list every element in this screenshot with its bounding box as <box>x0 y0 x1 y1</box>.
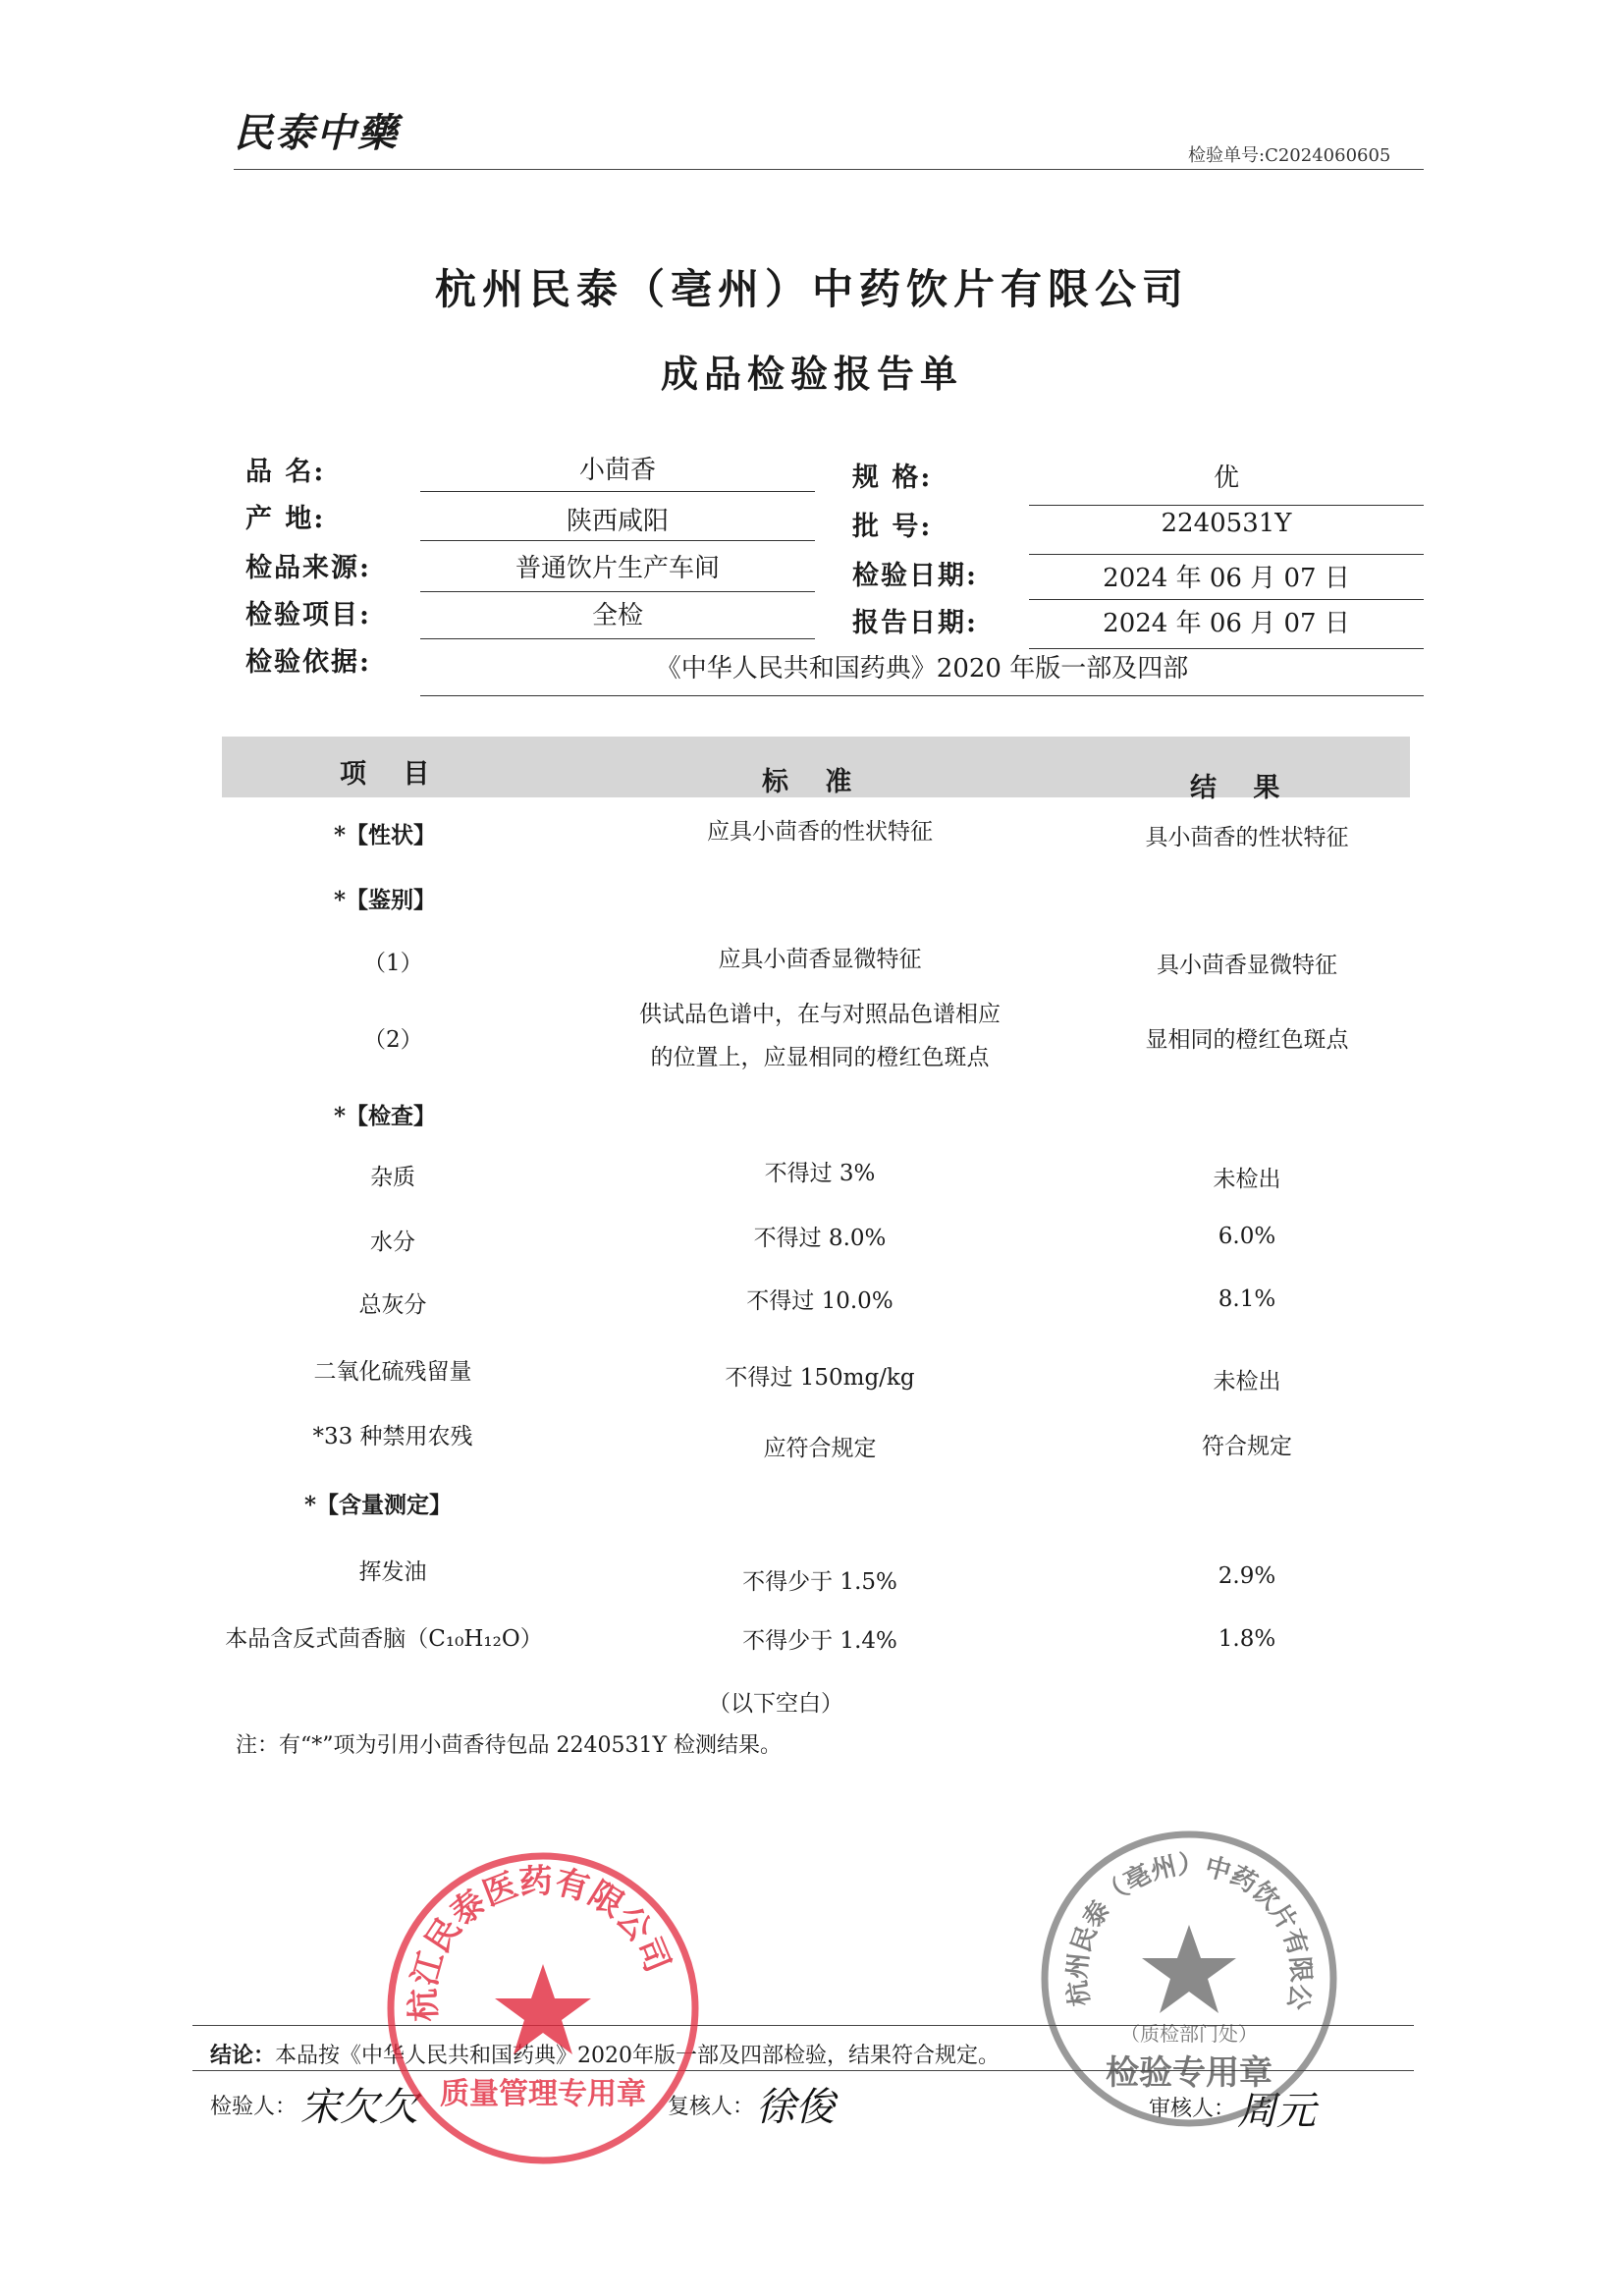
origin-label: 产 地: <box>245 504 326 534</box>
column-header-result: 结 果 <box>1190 773 1294 803</box>
header-rule <box>234 169 1424 170</box>
conclusion-text: 本品按《中华人民共和国药典》2020年版一部及四部检验，结果符合规定。 <box>275 2044 1001 2068</box>
sample-source-value: 普通饮片生产车间 <box>514 554 720 583</box>
star-icon <box>1142 1925 1236 2013</box>
report-number <box>1188 141 1390 167</box>
gray-seal-center-text: 检验专用章 <box>1106 2053 1272 2093</box>
batch-label: 批 号: <box>852 512 933 542</box>
report-number-label: 检验单号: <box>1188 145 1266 166</box>
test-date-value: 2024 年 06 月 07 日 <box>1103 564 1350 593</box>
table-row-standard-line2: 的位置上，应显相同的橙红色斑点 <box>650 1045 990 1070</box>
underline <box>1029 554 1424 555</box>
origin-value: 陕西咸阳 <box>566 507 669 536</box>
red-seal-ring-text: 杭江民泰医药有限公司 <box>404 1861 677 2023</box>
gray-seal-dept-text: （质检部门处） <box>1120 2022 1258 2046</box>
star-icon <box>495 1964 591 2054</box>
inspection-seal-graphic <box>1037 1827 1341 2131</box>
report-date-label: 报告日期: <box>852 608 978 638</box>
underline <box>420 591 815 592</box>
table-row-result: 未检出 <box>1213 1369 1281 1394</box>
product-name-value: 小茴香 <box>578 456 656 485</box>
table-row-item: 二氧化硫残留量 <box>313 1359 472 1385</box>
table-row-item: *【鉴别】 <box>334 887 437 913</box>
red-seal-center-text: 质量管理专用章 <box>440 2077 646 2111</box>
table-row-standard: 应具小茴香显微特征 <box>718 947 922 972</box>
table-row-item: （1） <box>363 951 423 976</box>
spec-value: 优 <box>1213 464 1239 493</box>
report-date-value: 2024 年 06 月 07 日 <box>1103 609 1350 638</box>
table-row-item: *【性状】 <box>334 822 437 848</box>
auditor-signature: 周元 <box>1237 2089 1316 2134</box>
table-row-result: 具小茴香显微特征 <box>1157 953 1337 978</box>
table-row-item: 杂质 <box>370 1165 415 1190</box>
test-date-label: 检验日期: <box>852 561 978 591</box>
document-title: 成品检验报告单 <box>660 352 963 396</box>
underline <box>1029 505 1424 506</box>
table-row-result: 1.8% <box>1218 1626 1276 1652</box>
table-row-item: 总灰分 <box>358 1292 427 1318</box>
gray-seal-ring-text: 杭州民泰（亳州）中药饮片有限公 <box>1062 1850 1316 2012</box>
footnote: 注：有“*”项为引用小茴香待包品 2240531Y 检测结果。 <box>236 1733 782 1758</box>
basis-label: 检验依据: <box>245 647 371 678</box>
report-number-value: C2024060605 <box>1265 145 1391 166</box>
table-row-standard: 供试品色谱中，在与对照品色谱相应 <box>639 1002 1001 1027</box>
underline <box>1029 599 1424 600</box>
column-header-item: 项 目 <box>340 759 444 790</box>
table-row-result: 未检出 <box>1213 1167 1281 1192</box>
table-row-standard: 不得过 8.0% <box>753 1226 887 1251</box>
table-row-item: 挥发油 <box>358 1559 427 1585</box>
sample-source-label: 检品来源: <box>245 553 371 583</box>
spec-label: 规 格: <box>852 463 933 493</box>
table-row-standard: 应符合规定 <box>763 1436 877 1461</box>
inspector-signature: 宋欠欠 <box>300 2085 418 2130</box>
blank-below-note: （以下空白） <box>708 1691 843 1717</box>
company-name: 杭州民泰（亳州）中药饮片有限公司 <box>434 265 1189 313</box>
table-row-standard: 不得过 10.0% <box>746 1288 893 1314</box>
test-item-value: 全检 <box>591 601 643 630</box>
table-row-item: *【含量测定】 <box>304 1492 453 1518</box>
underline <box>420 540 815 541</box>
table-row-result: 6.0% <box>1218 1224 1276 1249</box>
reviewer-label: 复核人： <box>668 2095 755 2119</box>
inspector-label: 检验人： <box>210 2095 298 2119</box>
quality-management-seal-graphic <box>381 1846 705 2170</box>
table-row-standard: 不得少于 1.4% <box>742 1628 897 1654</box>
reviewer-signature: 徐俊 <box>756 2085 835 2130</box>
table-row-result: 8.1% <box>1218 1286 1276 1312</box>
inspection-seal <box>1037 1827 1341 2131</box>
underline <box>420 638 815 639</box>
basis-value: 《中华人民共和国药典》2020 年版一部及四部 <box>655 654 1189 683</box>
table-row-result: 符合规定 <box>1202 1434 1292 1459</box>
batch-value: 2240531Y <box>1161 509 1292 538</box>
table-row-result: 显相同的橙红色斑点 <box>1145 1027 1349 1053</box>
test-item-label: 检验项目: <box>245 600 371 630</box>
table-row-item: *【检查】 <box>334 1103 437 1129</box>
table-row-standard: 应具小茴香的性状特征 <box>707 819 933 845</box>
table-row-result: 具小茴香的性状特征 <box>1145 825 1349 850</box>
quality-management-seal <box>381 1846 705 2170</box>
conclusion-label: 结论： <box>210 2043 276 2068</box>
table-row-standard: 不得少于 1.5% <box>742 1569 897 1595</box>
company-logo: 民泰中藥 <box>234 110 399 156</box>
table-row-standard: 不得过 150mg/kg <box>725 1365 915 1391</box>
auditor-label: 审核人： <box>1149 2097 1236 2121</box>
column-header-standard: 标 准 <box>762 767 866 797</box>
table-row-item: （2） <box>363 1027 423 1053</box>
underline <box>420 491 815 492</box>
product-name-label: 品 名: <box>245 457 326 487</box>
table-row-result: 2.9% <box>1218 1563 1276 1589</box>
table-row-item: 水分 <box>370 1230 415 1255</box>
underline <box>420 695 1424 696</box>
table-row-item: 本品含反式茴香脑（C₁₀H₁₂O） <box>225 1626 543 1652</box>
table-row-item: *33 种禁用农残 <box>312 1424 473 1449</box>
table-row-standard: 不得过 3% <box>764 1161 876 1186</box>
